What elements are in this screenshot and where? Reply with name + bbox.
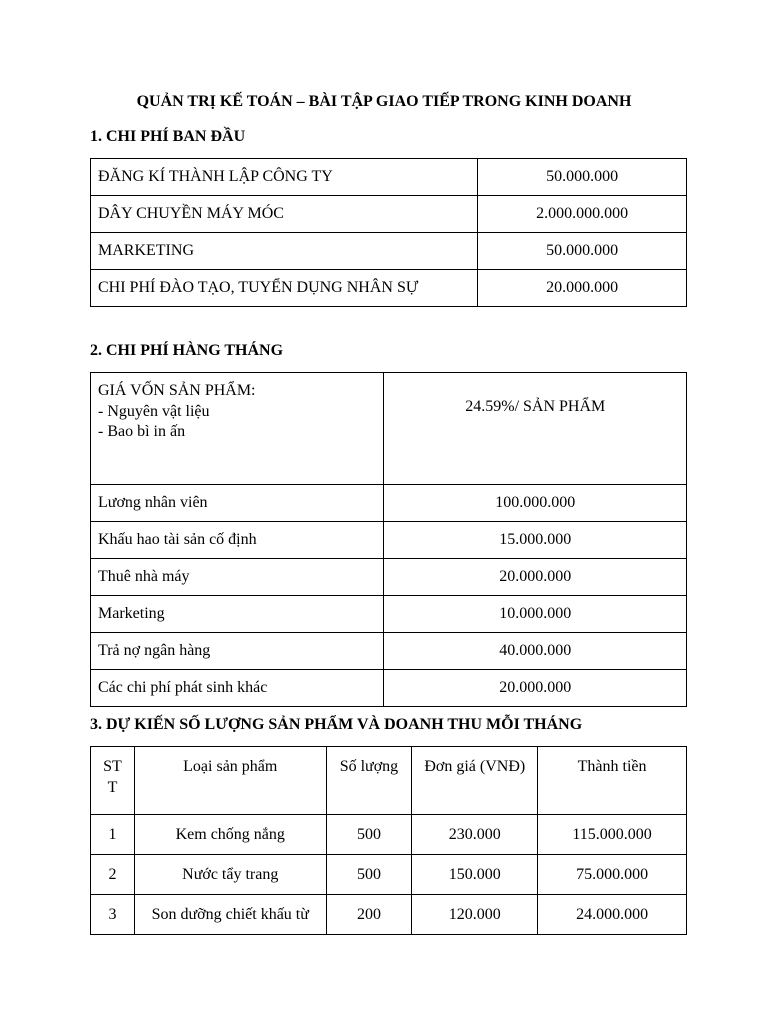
document-title: QUẢN TRỊ KẾ TOÁN – BÀI TẬP GIAO TIẾP TRONG KINH DOANH <box>136 93 632 110</box>
cost-value: 15.000.000 <box>384 522 687 559</box>
table-row <box>91 522 687 559</box>
cost-value: 2.000.000.000 <box>478 196 687 233</box>
cell-unit-price: 120.000 <box>412 895 538 935</box>
cogs-label: GIÁ VỐN SẢN PHẨM: <box>98 382 256 399</box>
monthly-costs-table <box>90 372 687 707</box>
cell-total: 115.000.000 <box>538 815 687 855</box>
section-3-heading: 3. DỰ KIẾN SỐ LƯỢNG SẢN PHẨM VÀ DOANH THU MỖI THÁNG <box>90 716 583 733</box>
cell-total: 75.000.000 <box>538 855 687 895</box>
table-row <box>91 270 687 307</box>
cost-label: CHI PHÍ ĐÀO TẠO, TUYỂN DỤNG NHÂN SỰ <box>91 270 478 307</box>
cell-quantity: 500 <box>326 815 412 855</box>
cost-value: 100.000.000 <box>384 485 687 522</box>
table-row <box>91 485 687 522</box>
cost-label: MARKETING <box>91 233 478 270</box>
cell-unit-price: 230.000 <box>412 815 538 855</box>
cost-label: ĐĂNG KÍ THÀNH LẬP CÔNG TY <box>91 159 478 196</box>
cost-value: 50.000.000 <box>478 233 687 270</box>
header-stt: ST T <box>91 747 135 815</box>
cost-label: Các chi phí phát sinh khác <box>91 670 384 707</box>
cost-value: 10.000.000 <box>384 596 687 633</box>
table-row <box>91 196 687 233</box>
cost-label: Lương nhân viên <box>91 485 384 522</box>
cost-value: 20.000.000 <box>384 559 687 596</box>
cost-value: 40.000.000 <box>384 633 687 670</box>
table-row <box>91 233 687 270</box>
section-2-heading: 2. CHI PHÍ HÀNG THÁNG <box>90 342 284 359</box>
header-product: Loại sản phẩm <box>134 747 326 815</box>
cost-value: 20.000.000 <box>478 270 687 307</box>
table-row <box>91 815 687 855</box>
header-unit-price: Đơn giá (VNĐ) <box>412 747 538 815</box>
table-row <box>91 855 687 895</box>
table-row <box>91 373 687 485</box>
cell-product: Son dưỡng chiết khấu từ <box>134 895 326 935</box>
cogs-item: - Bao bì in ấn <box>98 423 186 440</box>
cogs-value: 24.59%/ SẢN PHẨM <box>384 373 687 485</box>
cell-stt: 2 <box>91 855 135 895</box>
cost-value: 50.000.000 <box>478 159 687 196</box>
cell-quantity: 200 <box>326 895 412 935</box>
cost-label: DÂY CHUYỀN MÁY MÓC <box>91 196 478 233</box>
header-total: Thành tiền <box>538 747 687 815</box>
revenue-forecast-table <box>90 746 687 935</box>
cell-unit-price: 150.000 <box>412 855 538 895</box>
cost-label: Thuê nhà máy <box>91 559 384 596</box>
table-row <box>91 559 687 596</box>
table-row <box>91 633 687 670</box>
cell-total: 24.000.000 <box>538 895 687 935</box>
cost-value: 20.000.000 <box>384 670 687 707</box>
cell-product: Kem chống nắng <box>134 815 326 855</box>
table-row <box>91 159 687 196</box>
header-quantity: Số lượng <box>326 747 412 815</box>
cell-stt: 1 <box>91 815 135 855</box>
initial-costs-table <box>90 158 687 307</box>
table-row <box>91 670 687 707</box>
table-row <box>91 895 687 935</box>
cell-product: Nước tẩy trang <box>134 855 326 895</box>
cell-stt: 3 <box>91 895 135 935</box>
table-row <box>91 596 687 633</box>
cost-label: Marketing <box>91 596 384 633</box>
cogs-item: - Nguyên vật liệu <box>98 403 210 420</box>
cost-label: Khấu hao tài sản cố định <box>91 522 384 559</box>
table-header-row <box>91 747 687 815</box>
cell-quantity: 500 <box>326 855 412 895</box>
cost-label: Trả nợ ngân hàng <box>91 633 384 670</box>
section-1-heading: 1. CHI PHÍ BAN ĐẦU <box>90 128 246 145</box>
cogs-cell <box>91 373 384 485</box>
